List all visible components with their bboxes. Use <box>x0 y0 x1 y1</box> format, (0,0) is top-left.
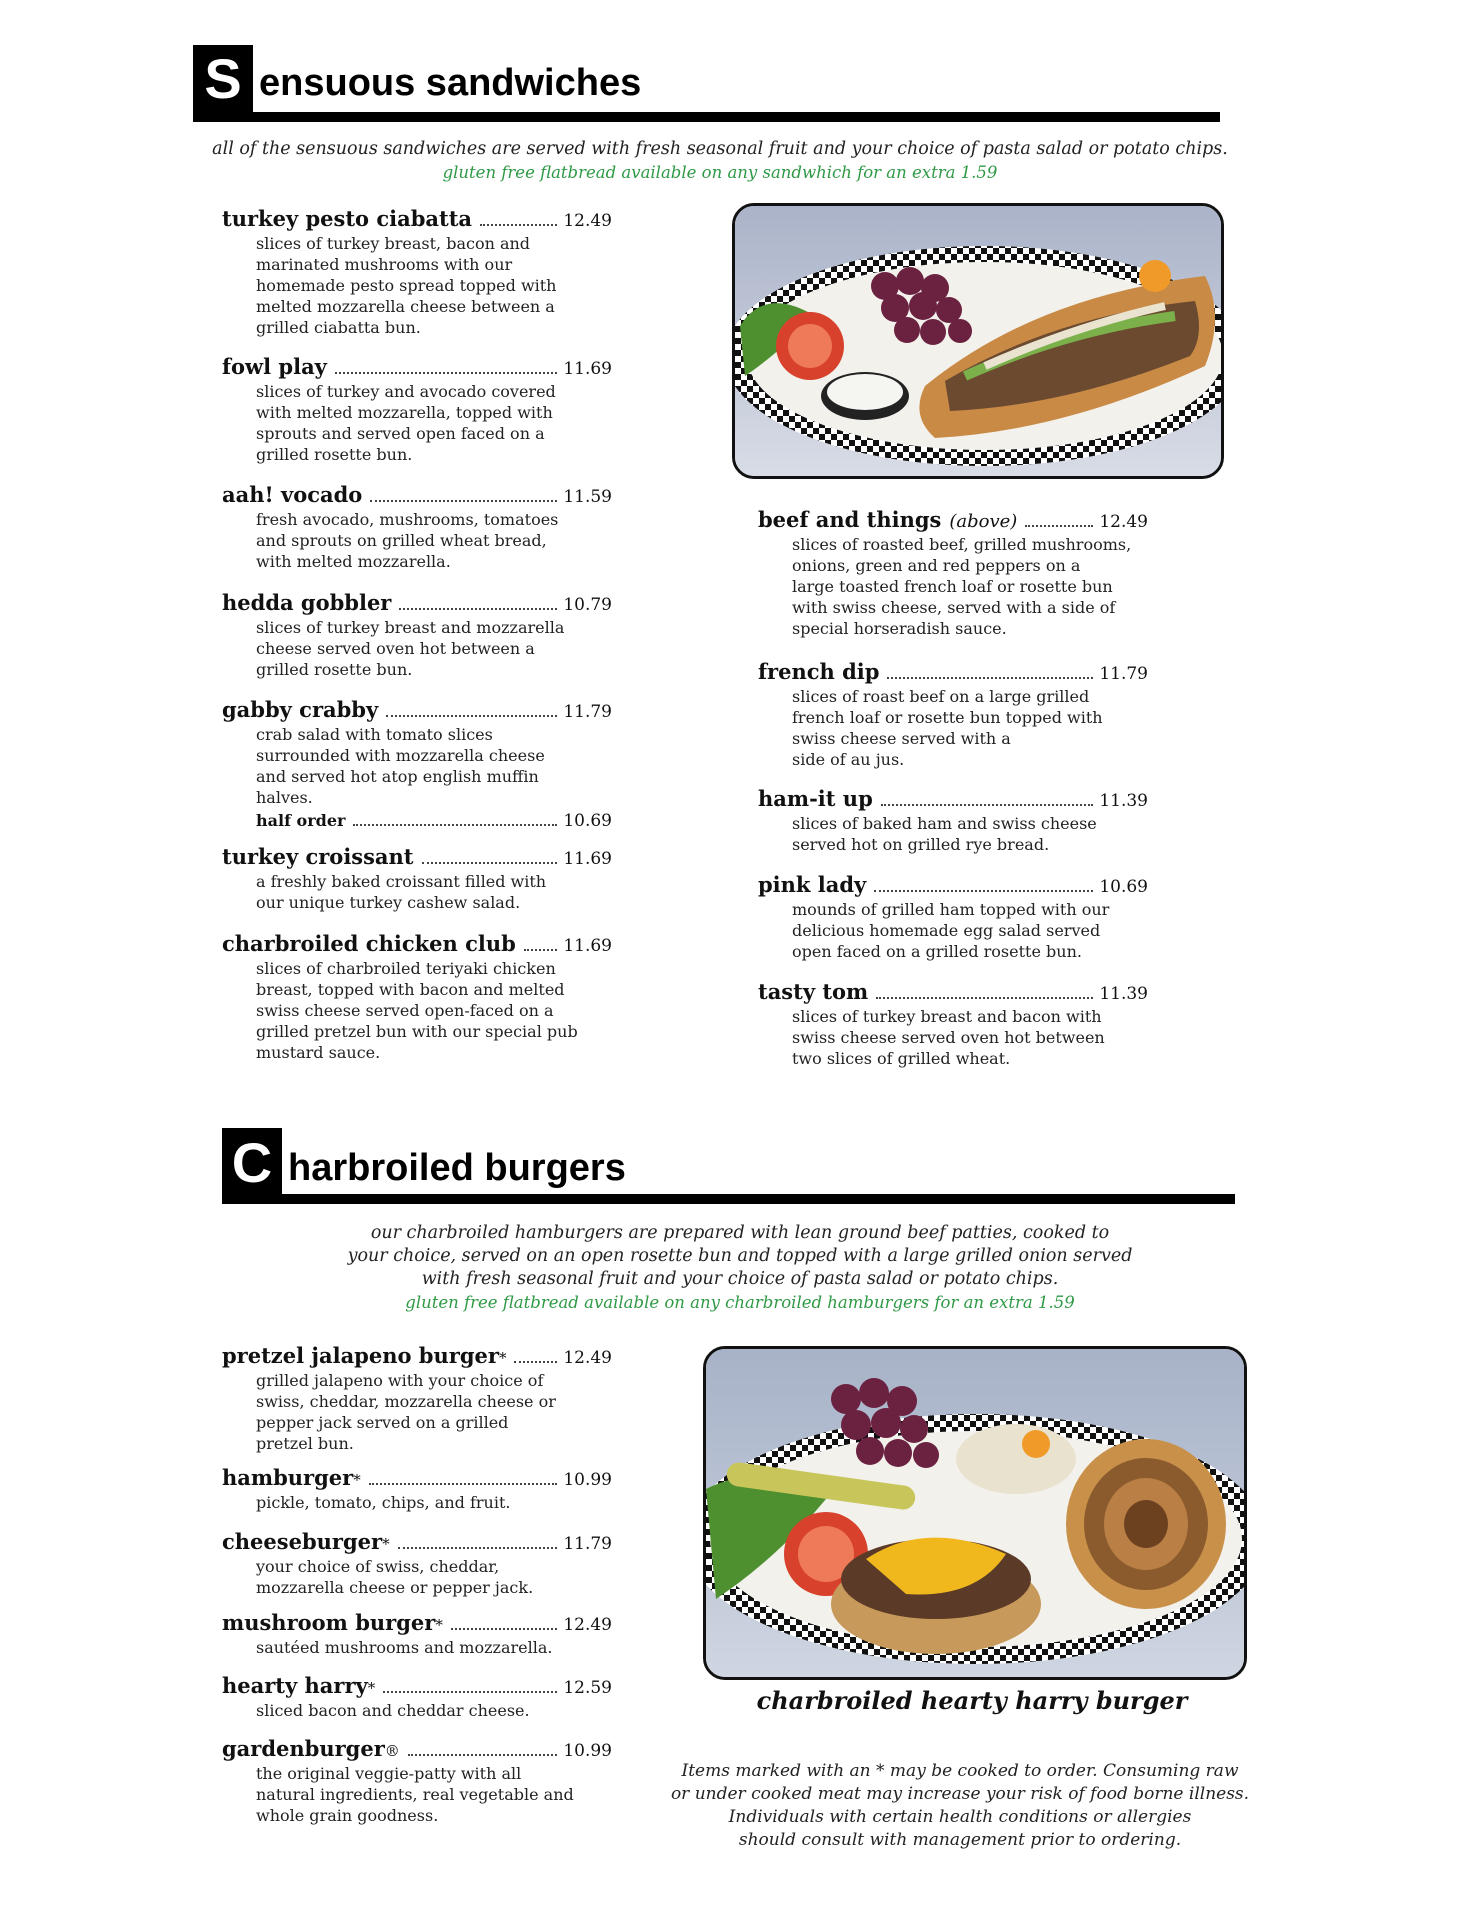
menu-item-name: gardenburger <box>222 1736 385 1761</box>
dot-leader <box>353 824 557 826</box>
beef-and-things-photo <box>732 203 1224 479</box>
intro-line: with fresh seasonal fruit and your choice of pasta salad or potato chips. <box>421 1269 1059 1289</box>
half-order-label: half order <box>256 811 346 830</box>
menu-item-mark: * <box>353 1471 361 1489</box>
description-line: fresh avocado, mushrooms, tomatoes <box>256 510 559 529</box>
description-line: swiss cheese served open-faced on a <box>256 1001 554 1020</box>
menu-item-header <box>222 207 612 233</box>
description-line: swiss cheese served oven hot between <box>792 1028 1105 1047</box>
menu-item-mark: * <box>498 1349 507 1367</box>
description-line: onions, green and red peppers on a <box>792 556 1081 575</box>
burgers-intro <box>240 1222 1240 1314</box>
dot-leader <box>1025 525 1093 527</box>
description-line: and sprouts on grilled wheat bread, <box>256 531 547 550</box>
description-line: sautéed mushrooms and mozzarella. <box>256 1638 553 1657</box>
disclaimer-line: Items marked with an * may be cooked to order. Consuming raw <box>681 1761 1239 1781</box>
dot-leader <box>383 1691 557 1693</box>
section-letter-c: C <box>222 1128 282 1200</box>
menu-item <box>758 873 1148 962</box>
half-order-price: 10.69 <box>563 811 612 831</box>
menu-item-header <box>222 698 612 724</box>
menu-item-name: french dip <box>758 659 880 684</box>
menu-item-header <box>222 483 612 509</box>
description-line: delicious homemade egg salad served <box>792 921 1101 940</box>
description-line: melted mozzarella cheese between a <box>256 297 555 316</box>
dot-leader <box>514 1361 557 1363</box>
menu-item-header <box>758 980 1148 1006</box>
dot-leader <box>370 500 557 502</box>
menu-item-name: hamburger <box>222 1465 354 1490</box>
menu-item <box>222 355 612 465</box>
description-line: pickle, tomato, chips, and fruit. <box>256 1493 511 1512</box>
description-line: mounds of grilled ham topped with our <box>792 900 1110 919</box>
description-line: halves. <box>256 788 313 807</box>
menu-item-price: 12.49 <box>1099 512 1148 532</box>
menu-item-description <box>256 509 612 572</box>
menu-item <box>222 1737 612 1826</box>
menu-item-description <box>256 1763 612 1826</box>
section-title-burgers: harbroiled burgers <box>288 1147 626 1189</box>
menu-item-price: 12.49 <box>563 1615 612 1635</box>
menu-item-price: 11.79 <box>563 1534 612 1554</box>
menu-item <box>222 483 612 572</box>
menu-item-description <box>792 534 1148 639</box>
menu-item-header <box>758 787 1148 813</box>
menu-item-price: 11.39 <box>1099 791 1148 811</box>
menu-item <box>758 660 1148 770</box>
menu-item <box>222 207 612 338</box>
photo-caption: charbroiled hearty harry burger <box>756 1686 1188 1715</box>
menu-item-description <box>256 1370 612 1454</box>
description-line: slices of turkey breast, bacon and <box>256 234 531 253</box>
menu-item-name: hearty harry <box>222 1673 368 1698</box>
menu-item-description <box>256 1637 612 1658</box>
disclaimer <box>650 1760 1270 1852</box>
sandwich-plate-illustration <box>735 206 1221 476</box>
description-line: open faced on a grilled rosette bun. <box>792 942 1082 961</box>
description-line: marinated mushrooms with our <box>256 255 513 274</box>
description-line: served hot on grilled rye bread. <box>792 835 1050 854</box>
description-line: swiss, cheddar, mozzarella cheese or <box>256 1392 556 1411</box>
menu-item <box>222 1674 612 1721</box>
dot-leader <box>422 862 558 864</box>
menu-item <box>222 1530 612 1598</box>
menu-item-price: 10.69 <box>1099 877 1148 897</box>
menu-item <box>222 1466 612 1513</box>
menu-item-header <box>222 1737 612 1763</box>
description-line: two slices of grilled wheat. <box>792 1049 1011 1068</box>
menu-item-header <box>222 1466 612 1492</box>
menu-item-price: 10.79 <box>563 595 612 615</box>
disclaimer-line: should consult with management prior to ordering. <box>738 1830 1182 1850</box>
menu-item-name: gabby crabby <box>222 697 379 722</box>
description-line: slices of baked ham and swiss cheese <box>792 814 1097 833</box>
description-line: cheese served oven hot between a <box>256 639 535 658</box>
menu-item-description <box>256 381 612 465</box>
half-order-row <box>256 810 612 832</box>
menu-item <box>222 932 612 1063</box>
menu-item-price: 12.49 <box>563 211 612 231</box>
menu-item-description <box>792 1006 1148 1069</box>
menu-item-header <box>222 1674 612 1700</box>
menu-item-description <box>256 617 612 680</box>
description-line: grilled rosette bun. <box>256 445 413 464</box>
description-line: whole grain goodness. <box>256 1806 439 1825</box>
hearty-harry-photo <box>703 1346 1247 1680</box>
menu-item-description <box>792 899 1148 962</box>
menu-item-name: pretzel jalapeno burger <box>222 1343 499 1368</box>
dot-leader <box>398 1547 558 1549</box>
dot-leader <box>386 715 557 717</box>
gluten-free-note: gluten free flatbread available on any charbroiled hamburgers for an extra 1.59 <box>405 1293 1075 1312</box>
menu-item-header <box>222 1344 612 1370</box>
description-line: mustard sauce. <box>256 1043 381 1062</box>
description-line: grilled jalapeno with your choice of <box>256 1371 544 1390</box>
menu-item-name: fowl play <box>222 354 327 379</box>
dot-leader <box>874 890 1093 892</box>
description-line: grilled pretzel bun with our special pub <box>256 1022 578 1041</box>
description-line: special horseradish sauce. <box>792 619 1007 638</box>
disclaimer-line: Individuals with certain health conditions or allergies <box>728 1807 1192 1827</box>
menu-item-header <box>222 591 612 617</box>
menu-item-header <box>758 508 1148 534</box>
dot-leader <box>335 372 557 374</box>
description-line: our unique turkey cashew salad. <box>256 893 521 912</box>
dot-leader <box>881 804 1094 806</box>
menu-item-description <box>256 1556 612 1598</box>
menu-item-description <box>792 686 1148 770</box>
intro-line: your choice, served on an open rosette bun and topped with a large grilled onion served <box>347 1246 1133 1266</box>
menu-item-name: tasty tom <box>758 979 869 1004</box>
menu-item-name: pink lady <box>758 872 867 897</box>
menu-item <box>758 980 1148 1069</box>
menu-item-name: beef and things <box>758 507 942 532</box>
description-line: with swiss cheese, served with a side of <box>792 598 1116 617</box>
description-line: breast, topped with bacon and melted <box>256 980 565 999</box>
description-line: slices of turkey breast and mozzarella <box>256 618 565 637</box>
description-line: sliced bacon and cheddar cheese. <box>256 1701 530 1720</box>
description-line: natural ingredients, real vegetable and <box>256 1785 574 1804</box>
menu-item-description <box>256 1700 612 1721</box>
description-line: surrounded with mozzarella cheese <box>256 746 545 765</box>
menu-item-mark: * <box>435 1616 443 1634</box>
section-rule <box>222 1194 1235 1204</box>
menu-item <box>222 591 612 680</box>
intro-text: all of the sensuous sandwiches are served with fresh seasonal fruit and your choice of pasta salad or potato chips. <box>212 139 1228 159</box>
description-line: large toasted french loaf or rosette bun <box>792 577 1113 596</box>
menu-item-header <box>222 1611 612 1637</box>
intro-line: our charbroiled hamburgers are prepared with lean ground beef patties, cooked to <box>370 1223 1110 1243</box>
dot-leader <box>399 608 557 610</box>
menu-item-name: turkey pesto ciabatta <box>222 206 473 231</box>
menu-item-name: mushroom burger <box>222 1610 436 1635</box>
dot-leader <box>480 224 557 226</box>
description-line: grilled ciabatta bun. <box>256 318 421 337</box>
sandwiches-intro <box>150 138 1290 184</box>
menu-item-price: 11.59 <box>563 487 612 507</box>
menu-item-header <box>758 660 1148 686</box>
menu-item-header <box>222 845 612 871</box>
description-line: the original veggie-patty with all <box>256 1764 522 1783</box>
menu-item-price: 10.99 <box>563 1470 612 1490</box>
description-line: side of au jus. <box>792 750 905 769</box>
menu-item-description <box>256 1492 612 1513</box>
description-line: sprouts and served open faced on a <box>256 424 545 443</box>
dot-leader <box>876 997 1093 999</box>
description-line: your choice of swiss, cheddar, <box>256 1557 500 1576</box>
menu-item-price: 12.59 <box>563 1678 612 1698</box>
menu-item <box>222 1344 612 1454</box>
menu-item-description <box>256 871 612 913</box>
section-rule <box>193 112 1220 122</box>
menu-item-price: 11.69 <box>563 936 612 956</box>
description-line: slices of turkey and avocado covered <box>256 382 556 401</box>
dot-leader <box>524 949 558 951</box>
menu-item-price: 11.69 <box>563 849 612 869</box>
description-line: and served hot atop english muffin <box>256 767 539 786</box>
menu-item-header <box>222 1530 612 1556</box>
menu-item-name: turkey croissant <box>222 844 414 869</box>
menu-item-price: 12.49 <box>563 1348 612 1368</box>
menu-item-name: ham-it up <box>758 786 873 811</box>
menu-item-mark: * <box>367 1679 376 1697</box>
description-line: swiss cheese served with a <box>792 729 1011 748</box>
menu-item-note: (above) <box>949 511 1018 532</box>
menu-item-price: 10.99 <box>563 1741 612 1761</box>
menu-item-name: charbroiled chicken club <box>222 931 516 956</box>
menu-item-name: aah! vocado <box>222 482 363 507</box>
description-line: slices of roast beef on a large grilled <box>792 687 1090 706</box>
description-line: mozzarella cheese or pepper jack. <box>256 1578 534 1597</box>
menu-item-description <box>256 958 612 1063</box>
menu-item-price: 11.79 <box>1099 664 1148 684</box>
section-title-sandwiches: ensuous sandwiches <box>259 62 642 104</box>
description-line: slices of turkey breast and bacon with <box>792 1007 1102 1026</box>
description-line: pepper jack served on a grilled <box>256 1413 509 1432</box>
menu-item-name: hedda gobbler <box>222 590 392 615</box>
menu-item-header <box>222 355 612 381</box>
description-line: pretzel bun. <box>256 1434 354 1453</box>
description-line: slices of roasted beef, grilled mushrooms, <box>792 535 1132 554</box>
menu-item <box>222 698 612 832</box>
menu-item-description <box>256 233 612 338</box>
disclaimer-line: or under cooked meat may increase your risk of food borne illness. <box>670 1784 1250 1804</box>
menu-item-price: 11.69 <box>563 359 612 379</box>
menu-item-mark: ® <box>384 1742 400 1760</box>
menu-item-name: cheeseburger <box>222 1529 383 1554</box>
dot-leader <box>451 1628 558 1630</box>
dot-leader <box>408 1754 558 1756</box>
description-line: with melted mozzarella. <box>256 552 451 571</box>
dot-leader <box>369 1483 558 1485</box>
description-line: homemade pesto spread topped with <box>256 276 557 295</box>
gluten-free-note: gluten free flatbread available on any sandwhich for an extra 1.59 <box>442 163 998 182</box>
menu-item-description <box>256 724 612 808</box>
menu-item-header <box>222 932 612 958</box>
menu-item <box>222 1611 612 1658</box>
menu-item-price: 11.39 <box>1099 984 1148 1004</box>
menu-item <box>758 787 1148 855</box>
description-line: a freshly baked croissant filled with <box>256 872 547 891</box>
burger-plate-illustration <box>706 1349 1244 1677</box>
description-line: with melted mozzarella, topped with <box>256 403 553 422</box>
menu-item-price: 11.79 <box>563 702 612 722</box>
description-line: slices of charbroiled teriyaki chicken <box>256 959 556 978</box>
menu-item-mark: * <box>382 1535 390 1553</box>
dot-leader <box>887 677 1093 679</box>
description-line: crab salad with tomato slices <box>256 725 493 744</box>
description-line: french loaf or rosette bun topped with <box>792 708 1103 727</box>
description-line: grilled rosette bun. <box>256 660 413 679</box>
menu-item-header <box>758 873 1148 899</box>
menu-item <box>222 845 612 913</box>
menu-item <box>758 508 1148 639</box>
section-letter-s: S <box>193 45 253 113</box>
menu-item-description <box>792 813 1148 855</box>
